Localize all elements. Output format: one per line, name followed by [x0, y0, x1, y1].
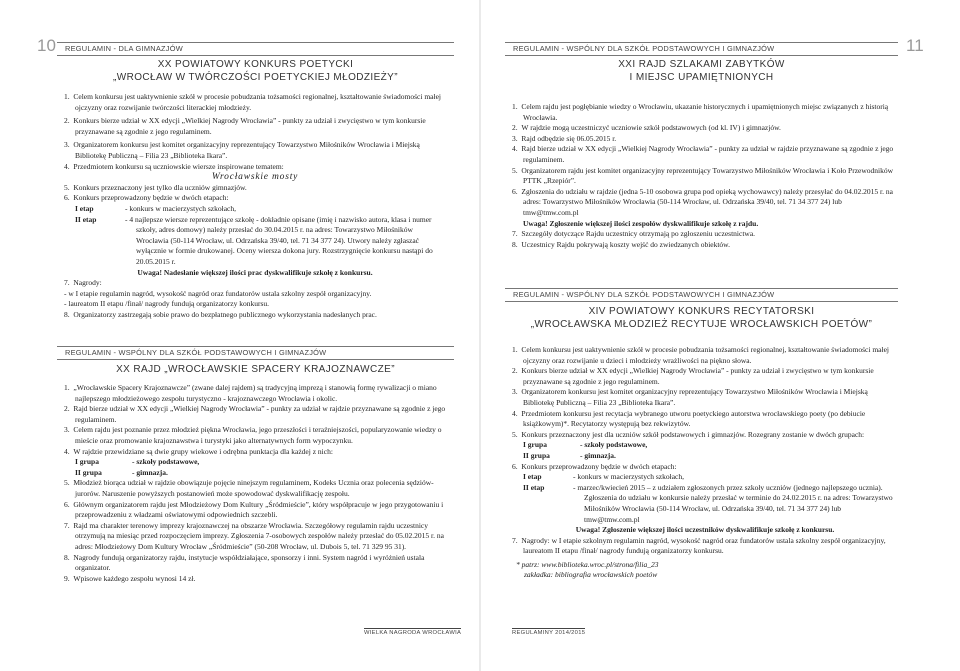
footer-left: WIELKA NAGRODA WROCŁAWIA [364, 630, 462, 636]
warning-note: Uwaga! Nadesłanie większej ilości prac dyskwalifikuje szkołę z konkursu. [137, 267, 373, 277]
age-group-row: I grupa - szkoły podstawowe, [523, 440, 648, 450]
rule-item: 6. Zgłoszenia do udziału w rajdzie (jedna 5-10 osobowa grupa pod opieką wychowawcy) należy przesyłać do 04.02.2015 r. na adres: Towarzystwo Miłośników Wrocławia (50-114 Wrocław, ul. Odrzańska 39/40, tel. 71 34 377 24) lub tmw@tmw.com.pl [512, 186, 893, 217]
rule-item: 3. Organizatorem konkursu jest komitet organizacyjny reprezentujący Towarzystwo Miłośników Wrocławia i Miejską Bibliotekę Publiczną – Filia 23 „Biblioteka Ikara”. [64, 140, 420, 160]
rule-item: 5. Młodzież biorąca udział w rajdzie obowiązuje pojęcie ninejszym regulaminem, Kodeks Ucznia oraz polecenia sędziów-jurorów. Naruszenie powyższych postanowień może spowodować dyskwalifikację zespołu. [64, 478, 434, 498]
rally-rules [64, 383, 446, 584]
rule-item: 1. Celem konkursu jest uaktywnienie szkół w procesie pobudzania tożsamości regionalnej, kształtowanie świadomości małej ojczyzny oraz rozwijanie u dzieci i młodzieży wrażliwości na piękno słowa. [512, 345, 889, 365]
age-group-row: I grupa - szkoły podstawowe, [75, 457, 200, 467]
rule-item: 7. Rajd ma charakter terenowy imprezy krajoznawczej na obszarze Wrocławia. Szczegółowy regulamin rajdu uczestnicy otrzymują na miesiąc przed rozpoczęciem imprezy. Zgłoszenia 7-osobowych zespołów należy przesłać do 05.02.2015 r. na adres: Młodzieżowy Dom Kultury Wrocław „Śródmieście” (50-208 Wrocław, ul. Dubois 5, tel. 71 329 95 31). [64, 520, 444, 551]
section-header-left: REGULAMIN - DLA GIMNAZJÓW [57, 42, 454, 56]
rally-title: XX RAJD „WROCŁAWSKIE SPACERY KRAJOZNAWCZE” [116, 364, 395, 375]
page-number-left: 10 [37, 36, 56, 55]
warning-note: Uwaga! Zgłoszenie większej ilości zespołów dyskwalifikuje szkołę z rajdu. [523, 218, 759, 228]
stage-row: I etap - konkurs w macierzystych szkołach, [75, 203, 237, 213]
rule-item: 5. Organizatorem rajdu jest komitet organizacyjny reprezentujący Towarzystwo Miłośników Wrocławia i Koło Przewodników PTTK „Rzepiór”. [512, 165, 894, 186]
footnote-link: * patrz: www.biblioteka.wroc.pl/strona/filia_23 [516, 559, 659, 569]
monuments-rally-rules [512, 102, 898, 250]
stage-row: II etap - marzec/kwiecień 2015 – z udziałem zgłoszonych przez szkoły uczniów (jednego najlepszego ucznia). Zgłoszenia do udziału w konkursie należy przesłać w terminie do 24.02.2015 r. na adres: Towarzystwo Miłośników Wrocławia (50-114 Wrocław, ul. Odrzańska 39/40, tel. 71 34 377 24) lub tmw@tmw.com.pl [523, 482, 893, 524]
stage-row: I etap - konkurs w macierzystych szkołach, [523, 472, 685, 482]
recitation-contest-title: XIV POWIATOWY KONKURS RECYTATORSKI „WROCŁAWSKA MŁODZIEŻ RECYTUJE WROCŁAWSKICH POETÓW” [530, 306, 873, 330]
footnote-text: zakładka: bibliografia wrocławskich poetów [524, 570, 658, 580]
rule-item: 4. Rajd bierze udział w XX edycji „Wielkiej Nagrody Wrocławia” - punkty za udział w rajdzie przyznawane są zgodnie z jego regulaminem. [512, 144, 894, 164]
rule-item: 4. Przedmiotem konkursu jest recytacja wybranego utworu poetyckiego autorstwa wrocławskiego poety (po debiucie książkowym)*. Recytatorzy występują bez rekwizytów. [512, 408, 866, 429]
rule-item: 7. Szczegóły dotyczące Rajdu uczestnicy otrzymają po zgłoszeniu uczestnictwa. [512, 229, 756, 239]
footer-right: REGULAMINY 2014/2015 [512, 630, 586, 636]
prize-line: - w I etapie regulamin nagród, wysokość nagród oraz fundatorów ustala szkolny zespół organizacyjny. [64, 288, 372, 298]
page-fold [479, 0, 481, 671]
rule-item: 8. Nagrody fundują organizatorzy rajdu, instytucje współdziałające, sponsorzy i inni. System nagród i wyróżnień ustala organizator. [64, 552, 425, 573]
rule-item: 1. Celem konkursu jest uaktywnienie szkół w procesie pobudzania tożsamości regionalnej, kształtowanie świadomości małej ojczyzny oraz rozwijanie twórczości literackiej młodzieży. [64, 92, 441, 112]
poetry-contest-title: XX POWIATOWY KONKURS POETYCKI „WROCŁAW W TWÓRCZOŚCI POETYCKIEJ MŁODZIEŻY” [113, 59, 398, 83]
rule-item: 7. Nagrody: w I etapie szkolnym regulamin nagród, wysokość nagród oraz fundatorów ustala szkolny zespół organizacyjny, laureatom II etapu /finał/ nagrody fundują organizatorzy konkursu. [512, 535, 886, 556]
contest-theme: Wrocławskie mosty [211, 172, 299, 183]
section-header-rally: REGULAMIN - WSPÓLNY DLA SZKÓŁ PODSTAWOWYCH I GIMNAZJÓW [57, 346, 454, 360]
rule-item: 7. Nagrody: [64, 278, 102, 288]
page-number-right: 11 [906, 36, 924, 55]
rule-item: 2. Konkurs bierze udział w XX edycji „Wielkiej Nagrody Wrocławia” - punkty za udział i zwycięstwo w tym konkursie przyznawane są zgodnie z jego regulaminem. [512, 366, 874, 386]
rule-item: 8. Organizatorzy zastrzegają sobie prawo do bezpłatnego publicznego wykorzystania nadesłanych prac. [64, 309, 377, 319]
prize-line: - laureatom II etapu /finał/ nagrody fundują organizatorzy konkursu. [64, 299, 270, 309]
poetry-contest-rules [64, 92, 446, 320]
rule-item: 6. Konkurs przeprowadzony będzie w dwóch etapach: [64, 193, 229, 203]
rule-item: 5. Konkurs przeznaczony jest tylko dla uczniów gimnazjów. [64, 182, 247, 192]
rule-item: 2. W rajdzie mogą uczestniczyć uczniowie szkół podstawowych (od kl. IV) i gimnazjów. [512, 123, 781, 133]
section-header-recitation: REGULAMIN - WSPÓLNY DLA SZKÓŁ PODSTAWOWYCH I GIMNAZJÓW [505, 288, 898, 302]
rule-item: 5. Konkurs przeznaczony jest dla uczniów szkół podstawowych i gimnazjów. Rozegrany zostanie w dwóch grupach: [512, 429, 865, 439]
rule-item: 6. Głównym organizatorem rajdu jest Młodzieżowy Dom Kultury „Śródmieście”, który współpracuje w jego przygotowaniu i przeprowadzeniu z władzami oświatowymi odpowiednich szczebli. [64, 499, 444, 520]
rule-item: 3. Rajd odbędzie się 06.05.2015 r. [512, 133, 617, 143]
recitation-contest-rules [512, 345, 898, 581]
stage-row: II etap - 4 najlepsze wiersze reprezentujące szkołę - dokładnie opisane (imię i nazwisko autora, klasa i numer szkoły, adres domowy) należy przesłać do 30.04.2015 r. na adres: Towarzystwo Miłośników Wrocławia (50-114 Wrocław, ul. Odrzańska 39/40, tel. 71 34 377 24). Utwory należy zgłaszać wyłącznie w formie drukowanej. Oceny wiersza dokona jury. Rozstrzygnięcie konkursu nastąpi do 20.05.2015 r. [75, 214, 433, 266]
age-group-row: II grupa - gimnazja. [75, 467, 168, 477]
rule-item: 1. Celem rajdu jest pogłębianie wiedzy o Wrocławiu, ukazanie historycznych i upamiętnionych miejsc związanych z historią Wrocławia. [512, 102, 889, 122]
rule-item: 2. Rajd bierze udział w XX edycji „Wielkiej Nagrody Wrocławia” - punkty za udział w rajdzie przyznawane są zgodnie z jego regulaminem. [64, 404, 446, 424]
age-group-row: II grupa - gimnazja. [523, 450, 616, 460]
rule-item: 9. Wpisowe każdego zespołu wynosi 14 zł. [64, 573, 196, 583]
rule-item: 3. Celem rajdu jest poznanie przez młodzież piękna Wrocławia, jego przeszłości i teraźniejszości, popularyzowanie wiedzy o mieście oraz promowanie krajoznawstwa i turystyki jako alternatywnych form wypoczynku. [64, 425, 442, 445]
warning-note: Uwaga! Zgłoszenie większej ilości uczestników dyskwalifikuje szkołę z konkursu. [575, 525, 835, 535]
rule-item: 8. Uczestnicy Rajdu pokrywają koszty wejść do zwiedzanych obiektów. [512, 239, 730, 249]
rule-item: 1. „Wrocławskie Spacery Krajoznawcze” (zwane dalej rajdem) są tradycyjną imprezą i stanowią formę rywalizacji o miano najlepszego młodzieżowego zespołu turystyczno - krajoznawczego Wrocławia i okolic. [64, 383, 437, 403]
rule-item: 4. Przedmiotem konkursu są uczniowskie wiersze inspirowane tematem: [64, 161, 284, 171]
monuments-rally-title: XXI RAJD SZLAKAMI ZABYTKÓW I MIEJSC UPAMIĘTNIONYCH [618, 59, 785, 83]
rule-item: 3. Organizatorem konkursu jest komitet organizacyjny reprezentujący Towarzystwo Miłośników Wrocławia i Miejską Bibliotekę Publiczną – Filia 23 „Biblioteka Ikara”. [512, 387, 868, 407]
rule-item: 2. Konkurs bierze udział w XX edycji „Wielkiej Nagrody Wrocławia” - punkty za udział i zwycięstwo w tym konkursie przyznawane są zgodnie z jego regulaminem. [64, 116, 426, 136]
section-header-right: REGULAMIN - WSPÓLNY DLA SZKÓŁ PODSTAWOWYCH I GIMNAZJÓW [505, 42, 898, 56]
rule-item: 6. Konkurs przeprowadzony będzie w dwóch etapach: [512, 461, 677, 471]
rule-item: 4. W rajdzie przewidziane są dwie grupy wiekowe i odrębna punktacja dla każdej z nich: [64, 446, 333, 456]
